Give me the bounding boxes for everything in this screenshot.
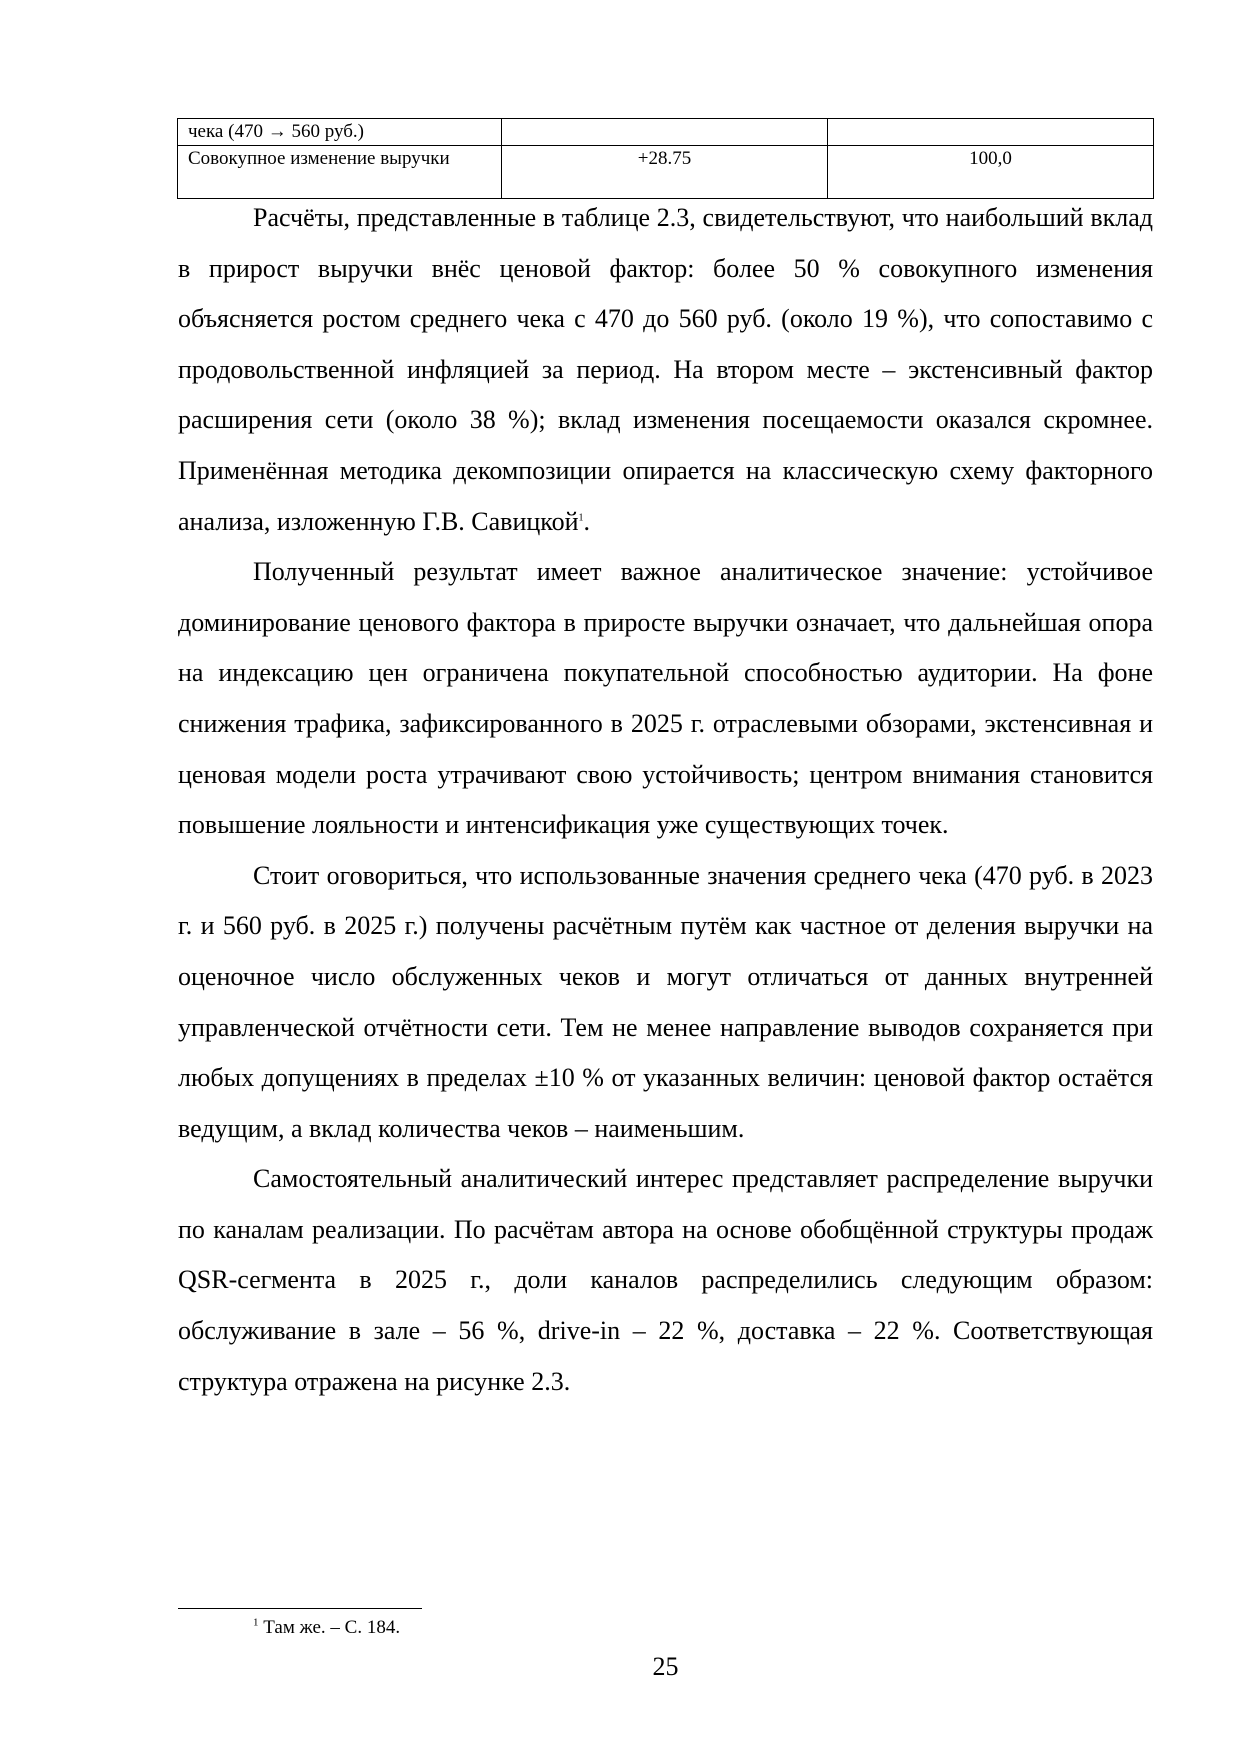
footnote-number: 1 (253, 1616, 259, 1629)
page-number: 25 (652, 1652, 679, 1681)
table-cell-factor: Совокупное изменение выручки (178, 146, 502, 199)
paragraph: Самостоятельный аналитический интерес представляет распределение выручки по каналам реализации. По расчётам автора на основе обобщённой структуры продаж QSR-сегмента в 2025 г., доли каналов распределились следующим образом: обслуживание в зале – 56 %, drive-in – 22 %, доставка – 22 %. Соответствующая структура отражена на рисунке 2.3. (178, 1164, 1153, 1396)
table-cell-share (828, 119, 1154, 146)
paragraph-text: Расчёты, представленные в таблице 2.3, свидетельствуют, что наибольший вклад в прирост выручки внёс ценовой фактор: более 50 % совокупного изменения объясняется ростом среднего чека с 470 до 560 руб. (около 19 %), что сопоставимо с продовольственной инфляцией за период. На втором месте – экстенсивный фактор расширения сети (около 38 %); вклад изменения посещаемости оказался скромнее. Применённая методика декомпозиции опирается на классическую схему факторного анализа, изложенную Г.В. Савицкой (178, 203, 1153, 536)
table-cell-change (502, 119, 828, 146)
body-text (178, 193, 1153, 1407)
table-cell-factor: чека (470 → 560 руб.) (178, 119, 502, 146)
paragraph: Полученный результат имеет важное аналитическое значение: устойчивое доминирование ценового фактора в приросте выручки означает, что дальнейшая опора на индексацию цен ограничена покупательной способностью аудитории. На фоне снижения трафика, зафиксированного в 2025 г. отраслевыми обзорами, экстенсивная и ценовая модели роста утрачивают свою устойчивость; центром внимания становится повышение лояльности и интенсификация уже существующих точек. (178, 557, 1153, 840)
footnote (253, 1616, 400, 1640)
table-cell-share: 100,0 (828, 146, 1154, 199)
footnote-separator (178, 1608, 422, 1609)
table-continuation (177, 118, 1154, 199)
paragraph (178, 193, 1153, 547)
table-cell-change: +28.75 (502, 146, 828, 199)
table-row (178, 146, 1154, 199)
paragraph: Стоит оговориться, что использованные значения среднего чека (470 руб. в 2023 г. и 560 руб. в 2025 г.) получены расчётным путём как частное от деления выручки на оценочное число обслуженных чеков и могут отличаться от данных внутренней управленческой отчётности сети. Тем не менее направление выводов сохраняется при любых допущениях в пределах ±10 % от указанных величин: ценовой фактор остаётся ведущим, а вклад количества чеков – наименьшим. (178, 860, 1153, 1143)
footnote-text: Там же. – С. 184. (258, 1617, 401, 1638)
table-row (178, 119, 1154, 146)
footnote-reference[interactable]: 1 (578, 511, 584, 523)
paragraph-tail: . (583, 506, 590, 536)
